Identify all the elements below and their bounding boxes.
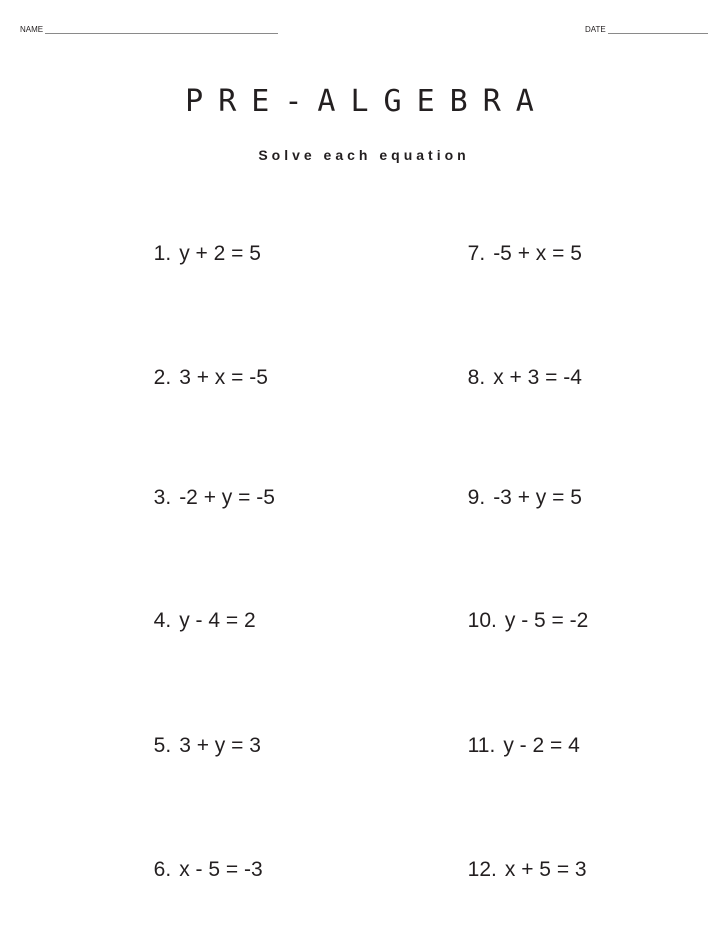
problem-number: 3. (153, 486, 172, 509)
problem-equation: y - 2 = 4 (503, 734, 580, 757)
problem-11 (456, 710, 580, 758)
problem-4 (142, 585, 256, 633)
problem-equation: 3 + y = 3 (179, 734, 261, 757)
problem-number: 5. (153, 734, 172, 757)
problem-6 (142, 834, 263, 882)
page-title: PRE-ALGEBRA (185, 84, 549, 119)
problem-equation: -5 + x = 5 (493, 242, 582, 265)
problem-7 (456, 218, 582, 266)
problem-equation: x - 5 = -3 (179, 858, 263, 881)
problem-number: 6. (153, 858, 172, 881)
name-field[interactable] (20, 24, 278, 34)
problem-equation: -3 + y = 5 (493, 486, 582, 509)
problem-5 (142, 710, 261, 758)
problem-equation: 3 + x = -5 (179, 366, 268, 389)
problem-1 (142, 218, 261, 266)
problem-number: 10. (467, 609, 497, 632)
problem-equation: x + 5 = 3 (504, 858, 587, 881)
problem-12 (456, 834, 587, 882)
problem-3 (142, 462, 275, 510)
problem-10 (456, 585, 588, 633)
name-label: NAME (20, 25, 44, 34)
problem-number: 4. (153, 609, 172, 632)
instructions: Solve each equation (258, 147, 470, 163)
problem-number: 1. (153, 242, 172, 265)
problem-number: 9. (467, 486, 486, 509)
problem-2 (142, 342, 268, 390)
problem-equation: y + 2 = 5 (179, 242, 261, 265)
problem-number: 12. (467, 858, 497, 881)
name-line[interactable] (45, 24, 278, 34)
problem-equation: y - 4 = 2 (179, 609, 256, 632)
date-line[interactable] (608, 24, 708, 34)
problem-number: 8. (467, 366, 486, 389)
problem-number: 7. (467, 242, 486, 265)
problem-9 (456, 462, 582, 510)
problem-8 (456, 342, 582, 390)
problem-equation: y - 5 = -2 (504, 609, 589, 632)
date-field[interactable] (585, 24, 708, 34)
date-label: DATE (585, 25, 606, 34)
problem-number: 2. (153, 366, 172, 389)
problem-equation: x + 3 = -4 (493, 366, 582, 389)
problem-number: 11. (467, 734, 496, 757)
problem-equation: -2 + y = -5 (179, 486, 275, 509)
